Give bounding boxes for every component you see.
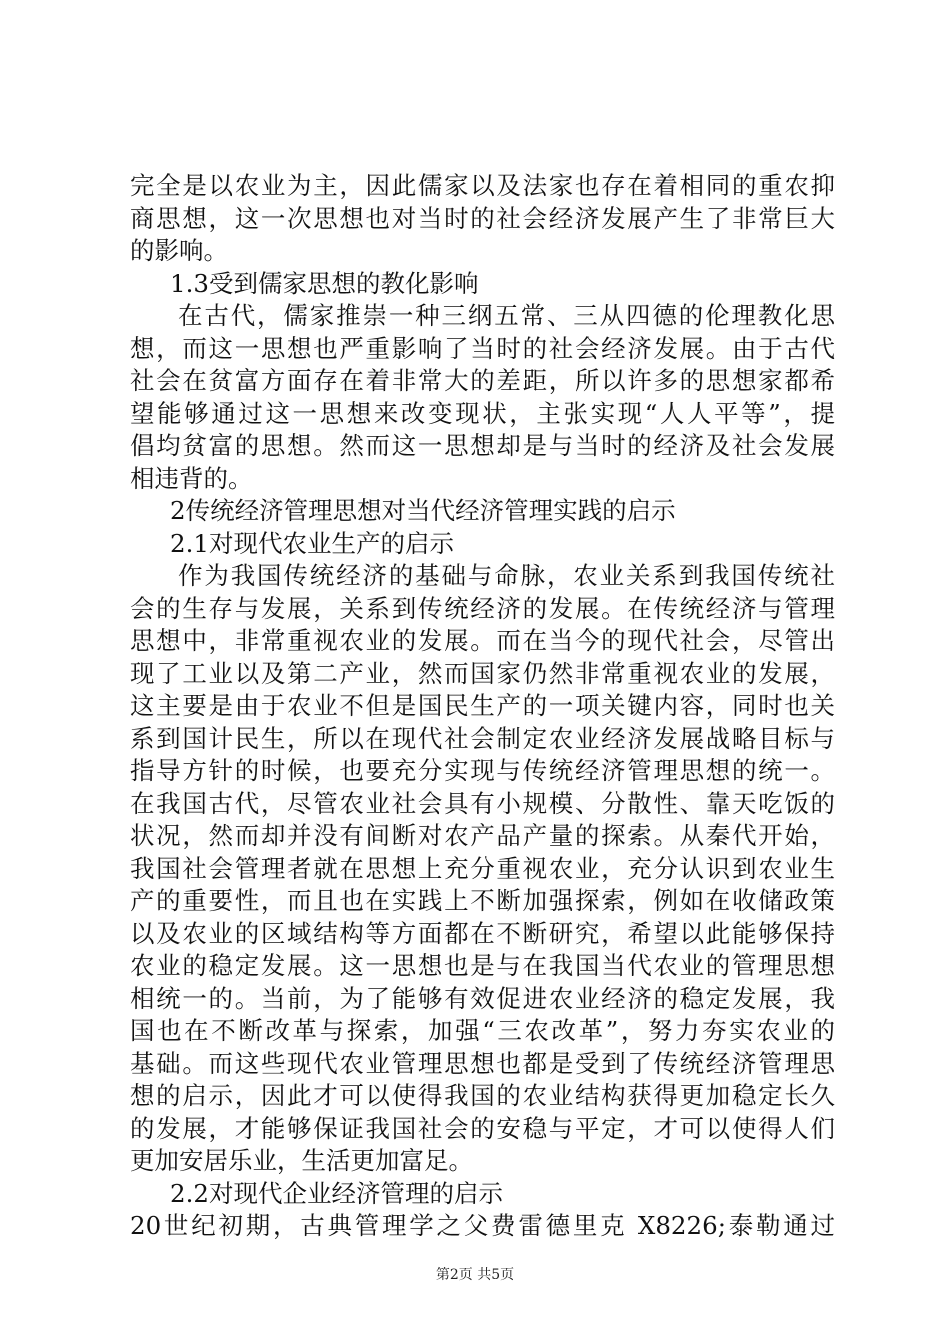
text-line: 农业的稳定发展。这一思想也是与在我国当代农业的管理思想 (130, 951, 835, 980)
text-line: 指导方针的时候，也要充分实现与传统经济管理思想的统一。 (130, 756, 835, 785)
text-line: 我国社会管理者就在思想上充分重视农业，充分认识到农业生 (130, 853, 835, 883)
text-line: 基础。而这些现代农业管理思想也都是受到了传统经济管理思 (130, 1048, 835, 1078)
text-line: 产的重要性，而且也在实践上不断加强探索，例如在收储政策 (130, 886, 835, 915)
text-line: 更加安居乐业，生活更加富足。 (130, 1146, 473, 1175)
text-line: 的发展，才能够保证我国社会的安稳与平定，才可以使得人们 (130, 1113, 835, 1143)
section-heading: 2传统经济管理思想对当代经济管理实践的启示 (170, 496, 676, 525)
text-line: 想的启示，因此才可以使得我国的农业结构获得更加稳定长久 (130, 1081, 835, 1110)
text-line: 的影响。 (130, 236, 228, 265)
text-line: 这主要是由于农业不但是国民生产的一项关键内容，同时也关 (130, 691, 835, 720)
text-line: 商思想，这一次思想也对当时的社会经济发展产生了非常巨大 (130, 203, 835, 233)
page-number-footer: 第2页 共5页 (435, 1267, 515, 1283)
text-line: 会的生存与发展，关系到传统经济的发展。在传统经济与管理 (130, 593, 835, 623)
text-line: 完全是以农业为主，因此儒家以及法家也存在着相同的重农抑 (130, 171, 835, 200)
document-body (130, 170, 835, 1243)
section-heading: 2.1对现代农业生产的启示 (170, 528, 454, 558)
text-line: 相违背的。 (130, 463, 253, 493)
section-heading: 1.3受到儒家思想的教化影响 (170, 268, 479, 298)
text-line: 想，而这一思想也严重影响了当时的社会经济发展。由于古代 (130, 333, 835, 363)
text-line: 思想中，非常重视农业的发展。而在当今的现代社会，尽管出 (130, 626, 835, 655)
text-line: 以及农业的区域结构等方面都在不断研究，希望以此能够保持 (130, 918, 835, 948)
text-line: 相统一的。当前，为了能够有效促进农业经济的稳定发展，我 (130, 983, 835, 1013)
section-heading: 2.2对现代企业经济管理的启示 (170, 1178, 503, 1208)
text-line: 望能够通过这一思想来改变现状，主张实现“人人平等”，提 (130, 398, 835, 428)
text-line: 20世纪初期，古典管理学之父费雷德里克 X8226;泰勒通过 (130, 1211, 835, 1240)
text-line: 在古代，儒家推崇一种三纲五常、三从四德的伦理教化思 (178, 301, 835, 330)
text-line: 社会在贫富方面存在着非常大的差距，所以许多的思想家都希 (130, 366, 835, 395)
text-line: 在我国古代，尽管农业社会具有小规模、分散性、靠天吃饭的 (130, 788, 835, 818)
text-line: 系到国计民生，所以在现代社会制定农业经济发展战略目标与 (130, 723, 835, 753)
text-line: 倡均贫富的思想。然而这一思想却是与当时的经济及社会发展 (130, 431, 835, 460)
text-line: 国也在不断改革与探索，加强“三农改革”，努力夯实农业的 (130, 1016, 835, 1045)
text-line: 作为我国传统经济的基础与命脉，农业关系到我国传统社 (178, 561, 835, 590)
text-line: 状况，然而却并没有间断对农产品产量的探索。从秦代开始， (130, 821, 835, 850)
text-line: 现了工业以及第二产业，然而国家仍然非常重视农业的发展， (130, 658, 835, 688)
